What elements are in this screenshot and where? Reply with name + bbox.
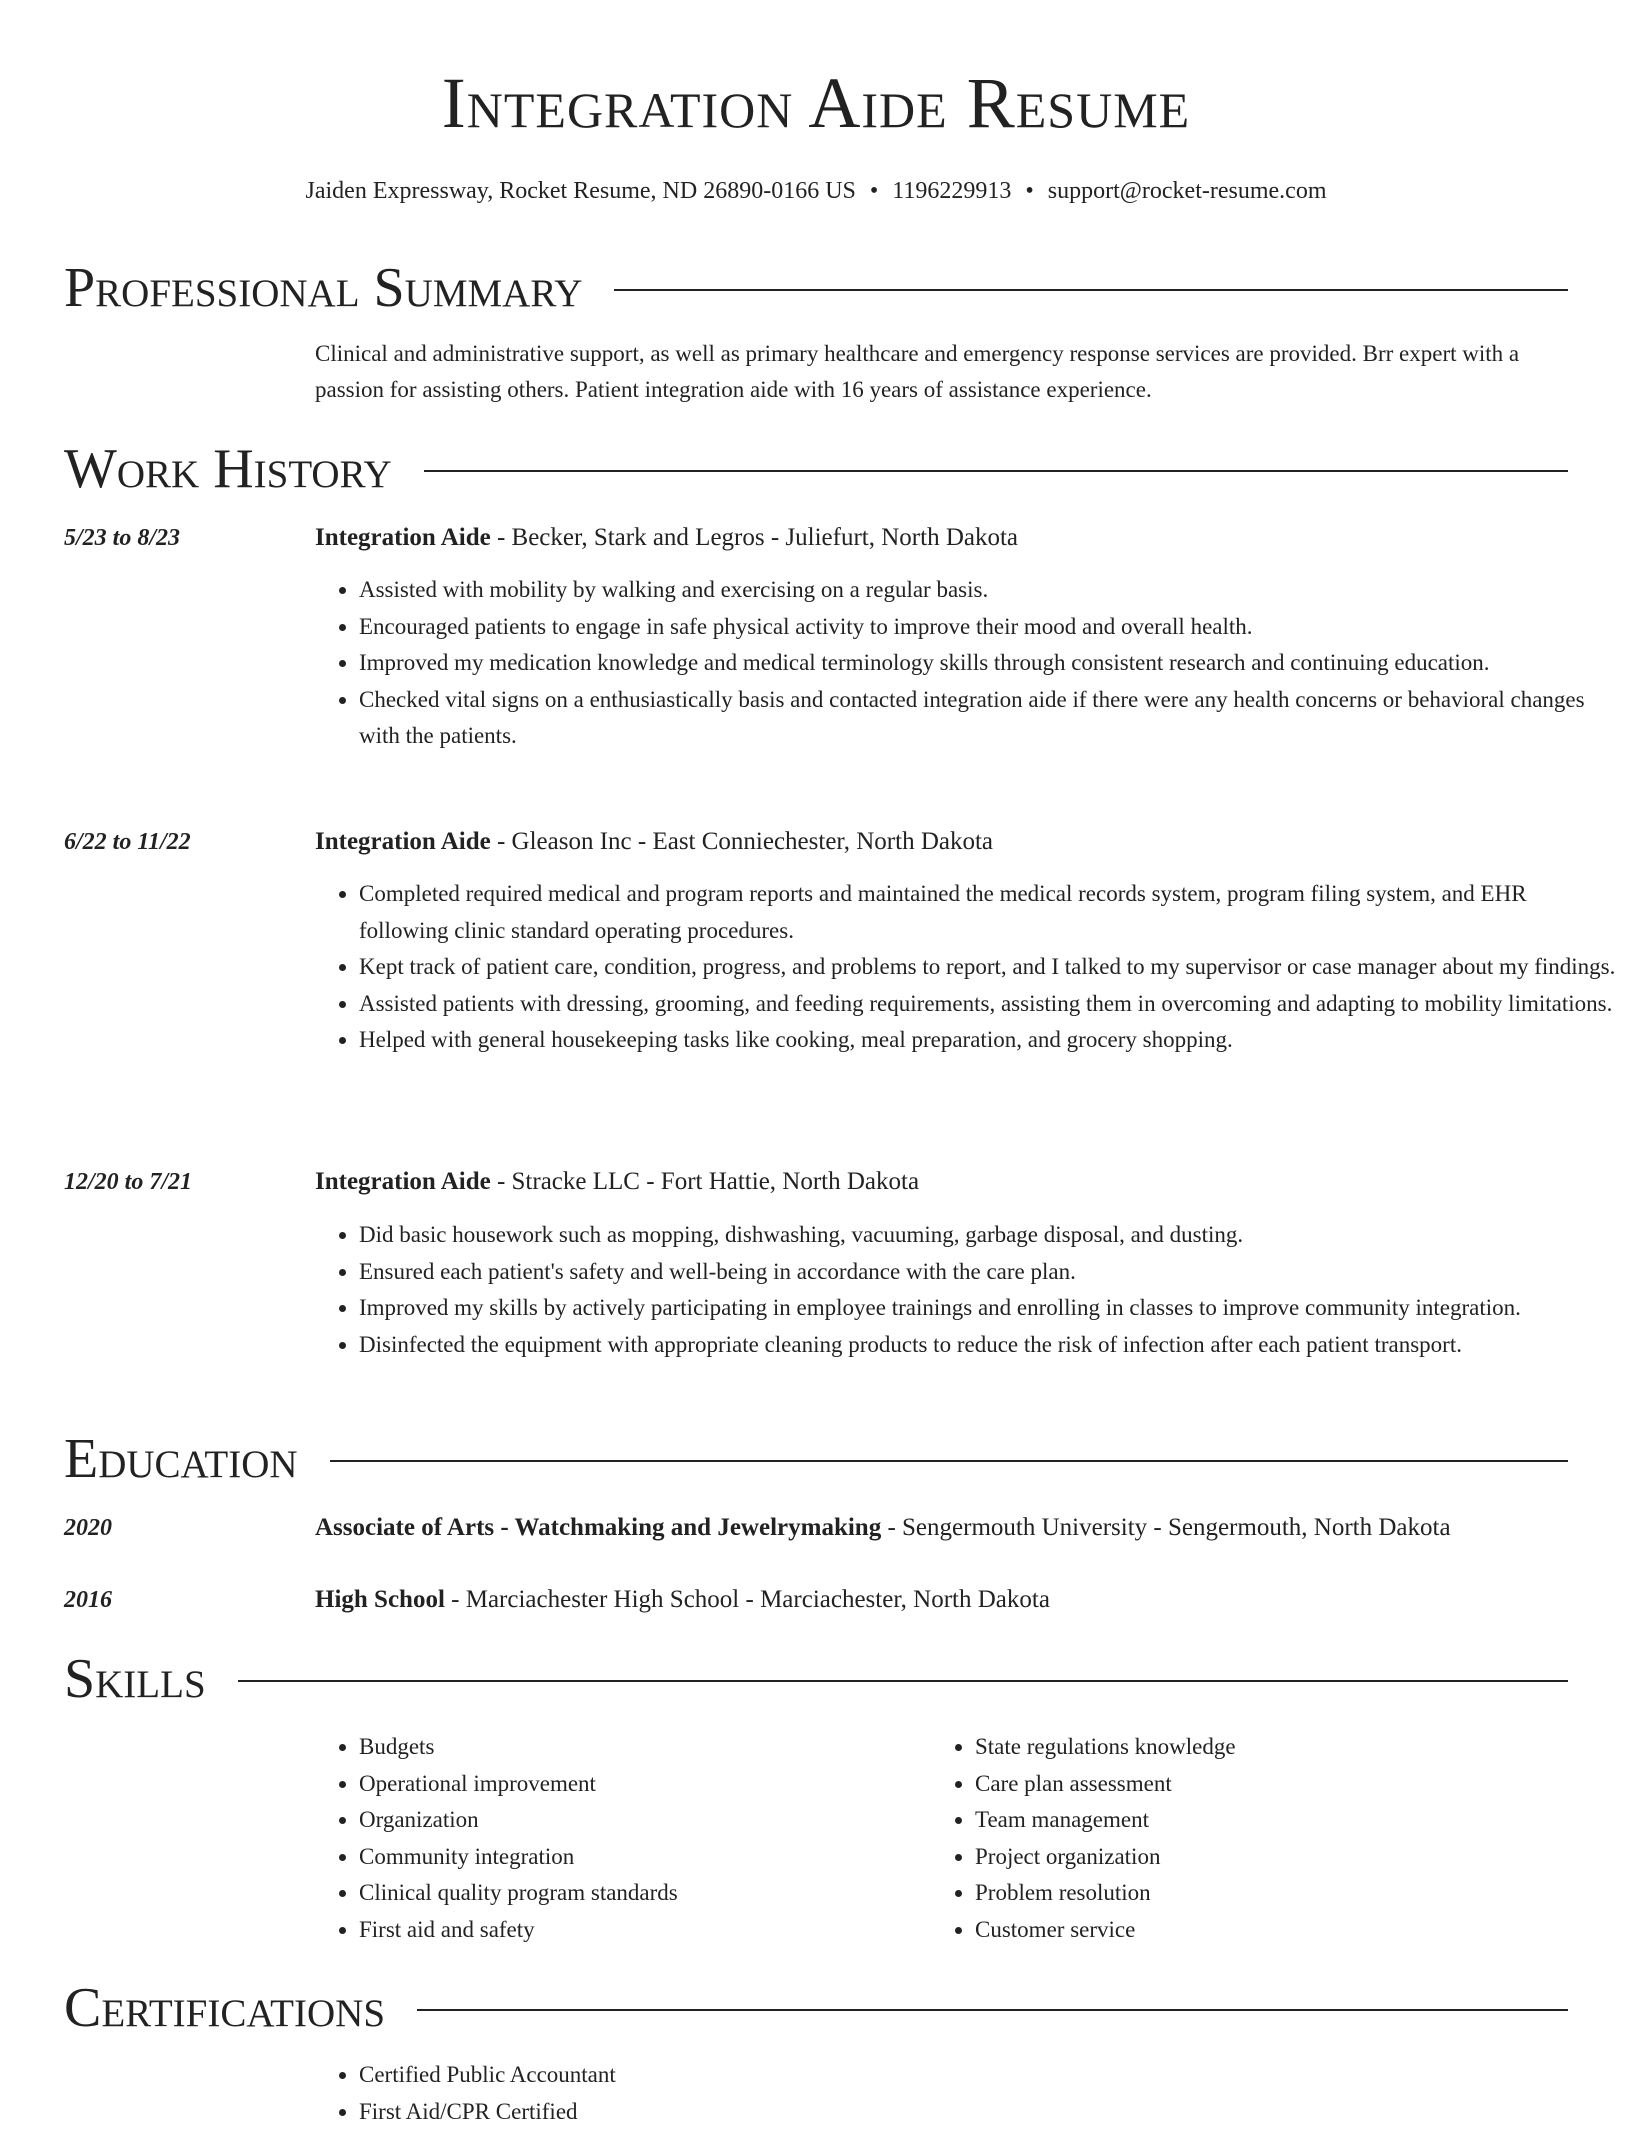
job-details: - Becker, Stark and Legros - Juliefurt, North Dakota [491, 524, 1018, 551]
education-year: 2016 [64, 1582, 112, 1618]
list-item: • Disinfected the equipment with appropriate cleaning products to reduce the risk of infection after each patient transport. [359, 1327, 1619, 1364]
education-degree: High School [315, 1586, 445, 1613]
skill-item: • Care plan assessment [975, 1766, 1535, 1803]
list-item: • Did basic housework such as mopping, dishwashing, vacuuming, garbage disposal, and dusting. [359, 1217, 1619, 1254]
education-year: 2020 [64, 1510, 112, 1546]
job-bullets [315, 876, 1619, 1059]
list-item: • Ensured each patient's safety and well-being in accordance with the care plan. [359, 1254, 1619, 1291]
section-title: Certifications [64, 1973, 385, 2043]
job-heading [315, 1164, 919, 1200]
education-details: - Marciachester High School - Marciachester, North Dakota [445, 1586, 1050, 1613]
job-bullets [315, 1217, 1619, 1363]
education-degree: Associate of Arts - Watchmaking and Jewelrymaking [315, 1514, 881, 1541]
skill-item: • First aid and safety [359, 1912, 919, 1949]
education-entry [315, 1510, 1451, 1546]
contact-separator: • [856, 178, 892, 204]
section-divider [424, 470, 1568, 472]
section-header-certifications [64, 1973, 1568, 2043]
section-title: Professional Summary [64, 253, 582, 323]
list-item: • Completed required medical and program reports and maintained the medical records system, program filing system, and EHR following clinic standard operating procedures. [359, 876, 1619, 949]
section-title: Work History [64, 434, 392, 504]
job-details: - Stracke LLC - Fort Hattie, North Dakota [491, 1168, 919, 1195]
skill-item: • Project organization [975, 1839, 1535, 1876]
job-title: Integration Aide [315, 828, 491, 855]
certification-item: • Certified Public Accountant [359, 2057, 1359, 2094]
job-dates: 6/22 to 11/22 [64, 824, 191, 860]
list-item: • Helped with general housekeeping tasks like cooking, meal preparation, and grocery shopping. [359, 1022, 1619, 1059]
section-divider [614, 289, 1568, 291]
list-item: • Assisted with mobility by walking and exercising on a regular basis. [359, 572, 1619, 609]
skill-item: • Problem resolution [975, 1875, 1535, 1912]
resume-title: Integration Aide Resume [0, 58, 1632, 148]
education-entry [315, 1582, 1050, 1618]
section-divider [417, 2009, 1568, 2011]
skill-item: • Customer service [975, 1912, 1535, 1949]
job-dates: 5/23 to 8/23 [64, 520, 180, 556]
section-header-work-history [64, 434, 1568, 504]
job-title: Integration Aide [315, 524, 491, 551]
skill-item: • Budgets [359, 1729, 919, 1766]
job-details: - Gleason Inc - East Conniechester, North Dakota [491, 828, 993, 855]
certifications-list [315, 2057, 1359, 2130]
job-dates: 12/20 to 7/21 [64, 1164, 192, 1200]
job-heading [315, 824, 993, 860]
list-item: • Assisted patients with dressing, grooming, and feeding requirements, assisting them in overcoming and adapting to mobility limitations. [359, 986, 1619, 1023]
skills-list-left [315, 1729, 919, 1948]
certification-item: • First Aid/CPR Certified [359, 2094, 1359, 2130]
skill-item: • State regulations knowledge [975, 1729, 1535, 1766]
section-title: Education [64, 1424, 298, 1494]
skill-item: • Clinical quality program standards [359, 1875, 919, 1912]
skills-list-right [931, 1729, 1535, 1948]
section-divider [238, 1680, 1568, 1682]
skill-item: • Team management [975, 1802, 1535, 1839]
job-bullets [315, 572, 1619, 755]
summary-text: Clinical and administrative support, as well as primary healthcare and emergency response services are provided. Brr expert with a passion for assisting others. Patient integration aide with 16 years of assistance experience. [315, 336, 1569, 408]
list-item: • Checked vital signs on a enthusiastically basis and contacted integration aide if there were any health concerns or behavioral changes with the patients. [359, 682, 1619, 755]
skill-item: • Community integration [359, 1839, 919, 1876]
contact-address: Jaiden Expressway, Rocket Resume, ND 26890-0166 US [306, 178, 856, 204]
list-item: • Encouraged patients to engage in safe physical activity to improve their mood and overall health. [359, 609, 1619, 646]
section-title: Skills [64, 1644, 206, 1714]
section-header-skills [64, 1644, 1568, 1714]
section-divider [330, 1460, 1568, 1462]
section-header-summary [64, 253, 1568, 323]
job-title: Integration Aide [315, 1168, 491, 1195]
section-header-education [64, 1424, 1568, 1494]
skill-item: • Organization [359, 1802, 919, 1839]
education-details: - Sengermouth University - Sengermouth, North Dakota [881, 1514, 1450, 1541]
skill-item: • Operational improvement [359, 1766, 919, 1803]
contact-phone: 1196229913 [892, 178, 1011, 204]
contact-separator: • [1011, 178, 1047, 204]
list-item: • Improved my medication knowledge and medical terminology skills through consistent research and continuing education. [359, 645, 1619, 682]
job-heading [315, 520, 1018, 556]
contact-line [0, 174, 1632, 208]
list-item: • Improved my skills by actively participating in employee trainings and enrolling in classes to improve community integration. [359, 1290, 1619, 1327]
contact-email: support@rocket-resume.com [1048, 178, 1327, 204]
list-item: • Kept track of patient care, condition, progress, and problems to report, and I talked to my supervisor or case manager about my findings. [359, 949, 1619, 986]
